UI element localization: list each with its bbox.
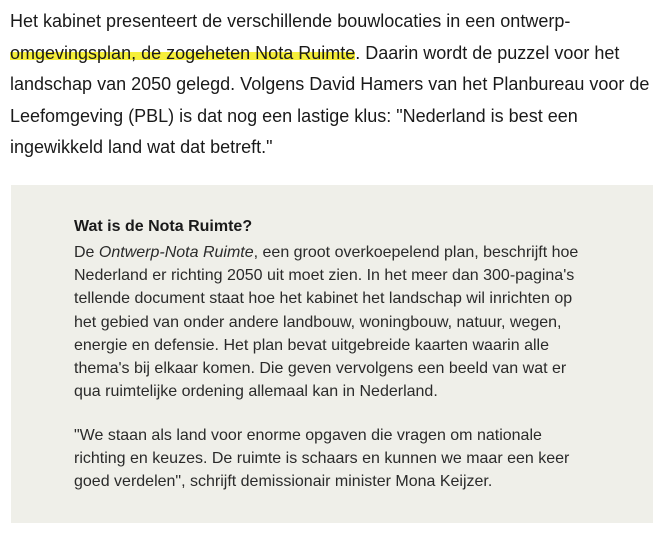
article-intro-text: Het kabinet presenteert de verschillende bouwlocaties in een ontwerp- <box>10 11 571 31</box>
info-box-body-text: , een groot overkoepelend plan, beschrijft hoe Nederland er richting 2050 uit moet zien. In het meer dan 300-pagina's tellende document staat hoe het kabinet het landschap wil inrichten op het gebied van onder andere landbouw, woningbouw, natuur, wegen, energie en defensie. Het plan bevat uitgebreide kaarten waarin alle thema's bij elkaar komen. Die geven vervolgens een beeld van wat er qua ruimtelijke ordening allemaal kan in Nederland. <box>74 244 579 401</box>
info-box <box>11 185 653 523</box>
info-box-body-emphasis: Ontwerp-Nota Ruimte <box>98 244 254 261</box>
info-box-body-prefix: De <box>74 244 99 261</box>
info-box-body <box>74 241 594 403</box>
article-paragraph <box>10 6 665 164</box>
article-continuation-text: . Daarin wordt de puzzel voor het landschap van 2050 gelegd. Volgens David Hamers van het Planbureau voor de Leefomgeving (PBL) is dat nog een lastige klus: "Nederland is best een ingewikkeld land wat dat betreft." <box>10 42 650 157</box>
info-box-title: Wat is de Nota Ruimte? <box>74 218 253 235</box>
nota-ruimte-link[interactable]: omgevingsplan, de zogeheten Nota Ruimte <box>10 42 356 63</box>
info-box-quote: "We staan als land voor enorme opgaven die vragen om nationale richting en keuzes. De ruimte is schaars en kunnen we maar een keer goed verdelen", schrijft demissionair minister Mona Keijzer. <box>74 427 570 491</box>
